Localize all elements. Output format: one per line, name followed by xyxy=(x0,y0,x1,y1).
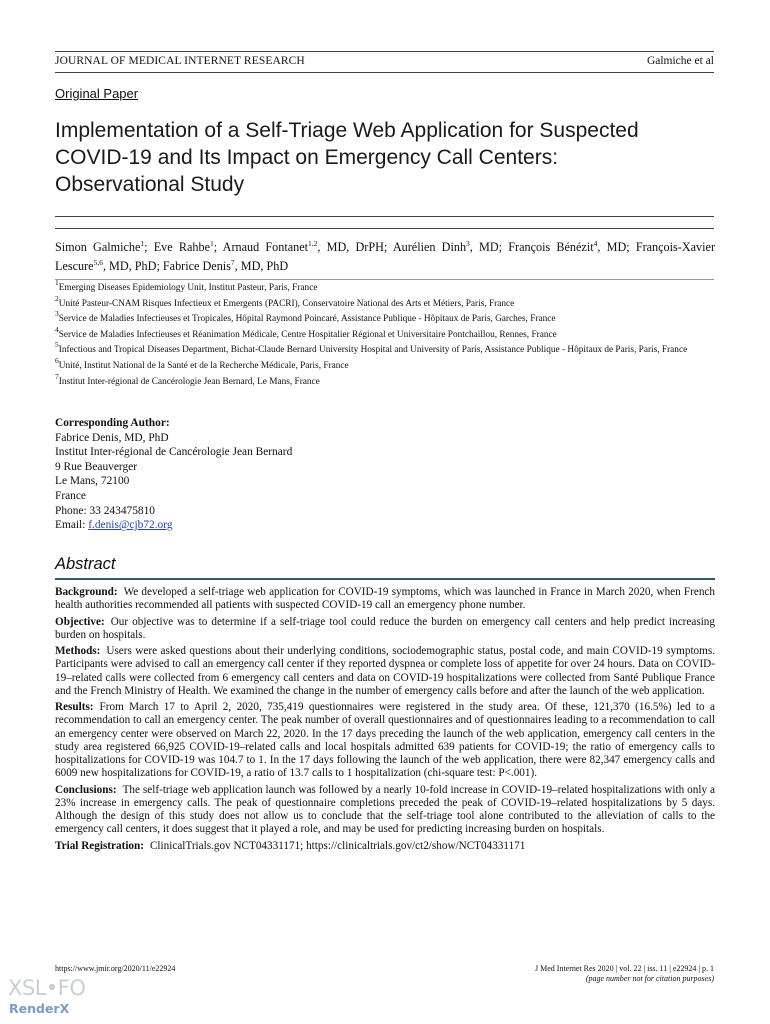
abstract-rule xyxy=(55,578,715,580)
corresponding-heading: Corresponding Author: xyxy=(55,417,170,429)
abstract-section-label: Methods: xyxy=(55,645,101,658)
abstract-section-label: Trial Registration: xyxy=(55,839,144,852)
corresponding-author xyxy=(55,416,292,533)
affiliation-item xyxy=(55,309,715,325)
title-line: Observational Study xyxy=(55,173,245,196)
corresponding-line: 9 Rue Beauverger xyxy=(55,460,138,473)
author-list xyxy=(55,238,715,276)
abstract-section-text: Our objective was to determine if a self-triage tool could reduce the burden on emergency call centers and help predict increasing burden on hospitals. xyxy=(55,615,715,641)
corresponding-line: France xyxy=(55,489,86,502)
affiliation-number: 4 xyxy=(55,324,59,334)
abstract-section-label: Objective: xyxy=(55,615,105,628)
renderx-watermark: RenderX xyxy=(9,1001,70,1016)
author-name: Eve Rahbe xyxy=(153,240,210,254)
top-rule xyxy=(55,51,714,52)
title-rule-top xyxy=(55,216,714,217)
author-name: François-Xavier Lescure xyxy=(55,240,716,273)
affiliation-number: 3 xyxy=(55,309,59,319)
affiliation-number: 7 xyxy=(55,371,59,381)
author-separator: , MD, PhD; xyxy=(102,259,163,273)
citation-note: (page number not for citation purposes) xyxy=(585,974,714,983)
footer-citation xyxy=(535,964,714,984)
affiliation-list xyxy=(55,278,715,391)
affiliation-text: Infectious and Tropical Diseases Department, Bichat-Claude Bernard University Hospital and University of Paris, Assistance Publique - Hôpitaux de Paris, Paris, France xyxy=(58,345,688,356)
author-name: Arnaud Fontanet xyxy=(222,240,309,254)
abstract-section-label: Background: xyxy=(55,586,118,598)
author-separator: , MD, PhD xyxy=(234,259,289,273)
running-authors: Galmiche et al xyxy=(646,55,714,67)
affiliation-number: 6 xyxy=(55,355,59,365)
corresponding-line: Fabrice Denis, MD, PhD xyxy=(55,431,169,444)
author-separator: , MD; xyxy=(469,240,509,254)
affiliation-item xyxy=(55,371,715,388)
title-line: Implementation of a Self-Triage Web Application for Suspected xyxy=(55,119,639,142)
author-name: Aurélien Dinh xyxy=(392,240,467,254)
abstract-section-text: We developed a self-triage web application for COVID-19 symptoms, which was launched in France in March 2020, when French health authorities recommended all patients with suspected COVID-19 call an emergency phone number. xyxy=(55,586,715,612)
paper-title xyxy=(55,117,725,198)
author-affiliation-ref: 1 xyxy=(209,239,214,248)
author-affiliation-ref: 3 xyxy=(466,239,470,248)
abstract-section xyxy=(55,616,715,642)
affiliation-number: 2 xyxy=(55,293,59,303)
author-name: François Bénézit xyxy=(508,240,594,254)
corresponding-line: Le Mans, 72100 xyxy=(55,475,130,488)
abstract-section-text: The self-triage web application launch was followed by a nearly 10-fold increase in COVID-19–related hospitalizations with only a 23% increase in emergency calls. The peak of questionnaire completions preceded the peak of COVID-19–related hospitalizations by 5 days. Although the design of this study does not allow us to conclude that the self-triage tool alone contributed to the alleviation of calls to the emergency call centers, it does suggest that it played a role, and may be used for predicting increasing burden on hospitals. xyxy=(55,783,715,836)
header-rule xyxy=(55,72,714,73)
abstract-section-label: Results: xyxy=(55,701,94,714)
paper-type: Original Paper xyxy=(55,86,139,101)
abstract-section xyxy=(55,840,715,853)
affiliation-item xyxy=(55,324,715,341)
email-link[interactable]: f.denis@cjb72.org xyxy=(88,519,173,532)
affiliation-number: 1 xyxy=(55,278,59,287)
affiliation-text: Institut Inter-régional de Cancérologie Jean Bernard, Le Mans, France xyxy=(58,376,320,387)
affiliation-text: Service de Maladies Infectieuses et Tropicales, Hôpital Raymond Poincaré, Assistance Publique - Hôpitaux de Paris, Garches, France xyxy=(58,314,556,325)
author-separator: ; xyxy=(144,240,154,254)
abstract-body xyxy=(55,586,715,856)
abstract-section-text: ClinicalTrials.gov NCT04331171; https://clinicaltrials.gov/ct2/show/NCT04331171 xyxy=(149,839,526,852)
author-separator: ; xyxy=(213,240,223,254)
affiliation-item xyxy=(55,340,715,356)
email-line xyxy=(55,518,292,533)
abstract-section-label: Conclusions: xyxy=(55,783,117,796)
abstract-section xyxy=(55,784,715,837)
affiliation-number: 5 xyxy=(55,340,59,350)
affiliation-item xyxy=(55,293,715,310)
affiliation-item xyxy=(55,278,715,294)
author-affiliation-ref: 4 xyxy=(593,239,598,248)
citation-line: J Med Internet Res 2020 | vol. 22 | iss. 11 | e22924 | p. 1 xyxy=(535,964,714,973)
affiliation-item xyxy=(55,355,715,372)
affiliation-text: Emerging Diseases Epidemiology Unit, Institut Pasteur, Paris, France xyxy=(58,283,318,293)
author-affiliation-ref: 1,2 xyxy=(308,239,318,248)
author-separator: , MD; xyxy=(597,240,636,254)
authors-rule xyxy=(55,279,714,280)
affiliation-text: Unité, Institut National de la Santé et de la Recherche Médicale, Paris, France xyxy=(58,360,349,371)
author-affiliation-ref: 7 xyxy=(230,258,235,267)
author-affiliation-ref: 5,6 xyxy=(93,258,103,267)
affiliation-text: Service de Maladies Infectieuses et Réanimation Médicale, Centre Hospitalier Régional et Universitaire Pontchaillou, Rennes, France xyxy=(58,329,557,340)
corresponding-line: Phone: 33 243475810 xyxy=(55,504,155,517)
title-line: COVID-19 and Its Impact on Emergency Call Centers: xyxy=(55,146,559,169)
footer-url[interactable]: https://www.jmir.org/2020/11/e22924 xyxy=(55,964,176,973)
abstract-section xyxy=(55,645,715,698)
abstract-heading: Abstract xyxy=(55,555,116,573)
affiliation-text: Unité Pasteur-CNAM Risques Infectieux et Emergents (PACRI), Conservatoire National des Arts et Métiers, Paris, France xyxy=(58,298,515,309)
title-rule-bottom xyxy=(55,228,714,229)
abstract-section xyxy=(55,586,715,612)
author-separator: , MD, DrPH; xyxy=(317,240,393,254)
corresponding-line: Institut Inter-régional de Cancérologie Jean Bernard xyxy=(55,446,293,459)
abstract-section-text: Users were asked questions about their underlying conditions, sociodemographic status, postal code, and main COVID-19 symptoms. Participants were advised to call an emergency call center if they reported dyspnea or complete loss of appetite for over 24 hours. Data on COVID-19–related calls were collected from 6 emergency call centers and data on COVID-19 hospitalizations were collected from Santé Publique France and the French Ministry of Health. We examined the change in the number of emergency calls before and after the launch of the web application. xyxy=(55,645,715,697)
author-affiliation-ref: 1 xyxy=(140,239,145,248)
abstract-section xyxy=(55,701,715,780)
author-name: Simon Galmiche xyxy=(55,240,141,254)
xslfo-watermark: XSL•FO xyxy=(8,976,86,1000)
abstract-section-text: From March 17 to April 2, 2020, 735,419 questionnaires were registered in the study area. Of these, 121,370 (16.5%) led to a recommendation to call an emergency center. The peak number of overall questionnaires and of questionnaires leading to a recommendation to call an emergency center were observed on March 22, 2020. In the 17 days preceding the launch of the web application, emergency call centers in the study area registered 66,925 COVID-19–related calls and local hospitals admitted 639 patients for COVID-19; the ratio of emergency calls to hospitalizations for COVID-19 was 104.7 to 1. In the 17 days following the launch of the web application, there were 82,347 emergency calls and 6009 new hospitalizations for COVID-19, a ratio of 13.7 calls to 1 hospitalization (chi-square test: P<.001). xyxy=(55,701,715,780)
author-name: Fabrice Denis xyxy=(162,259,231,273)
journal-name: JOURNAL OF MEDICAL INTERNET RESEARCH xyxy=(55,55,305,67)
email-label: Email: xyxy=(55,519,89,532)
